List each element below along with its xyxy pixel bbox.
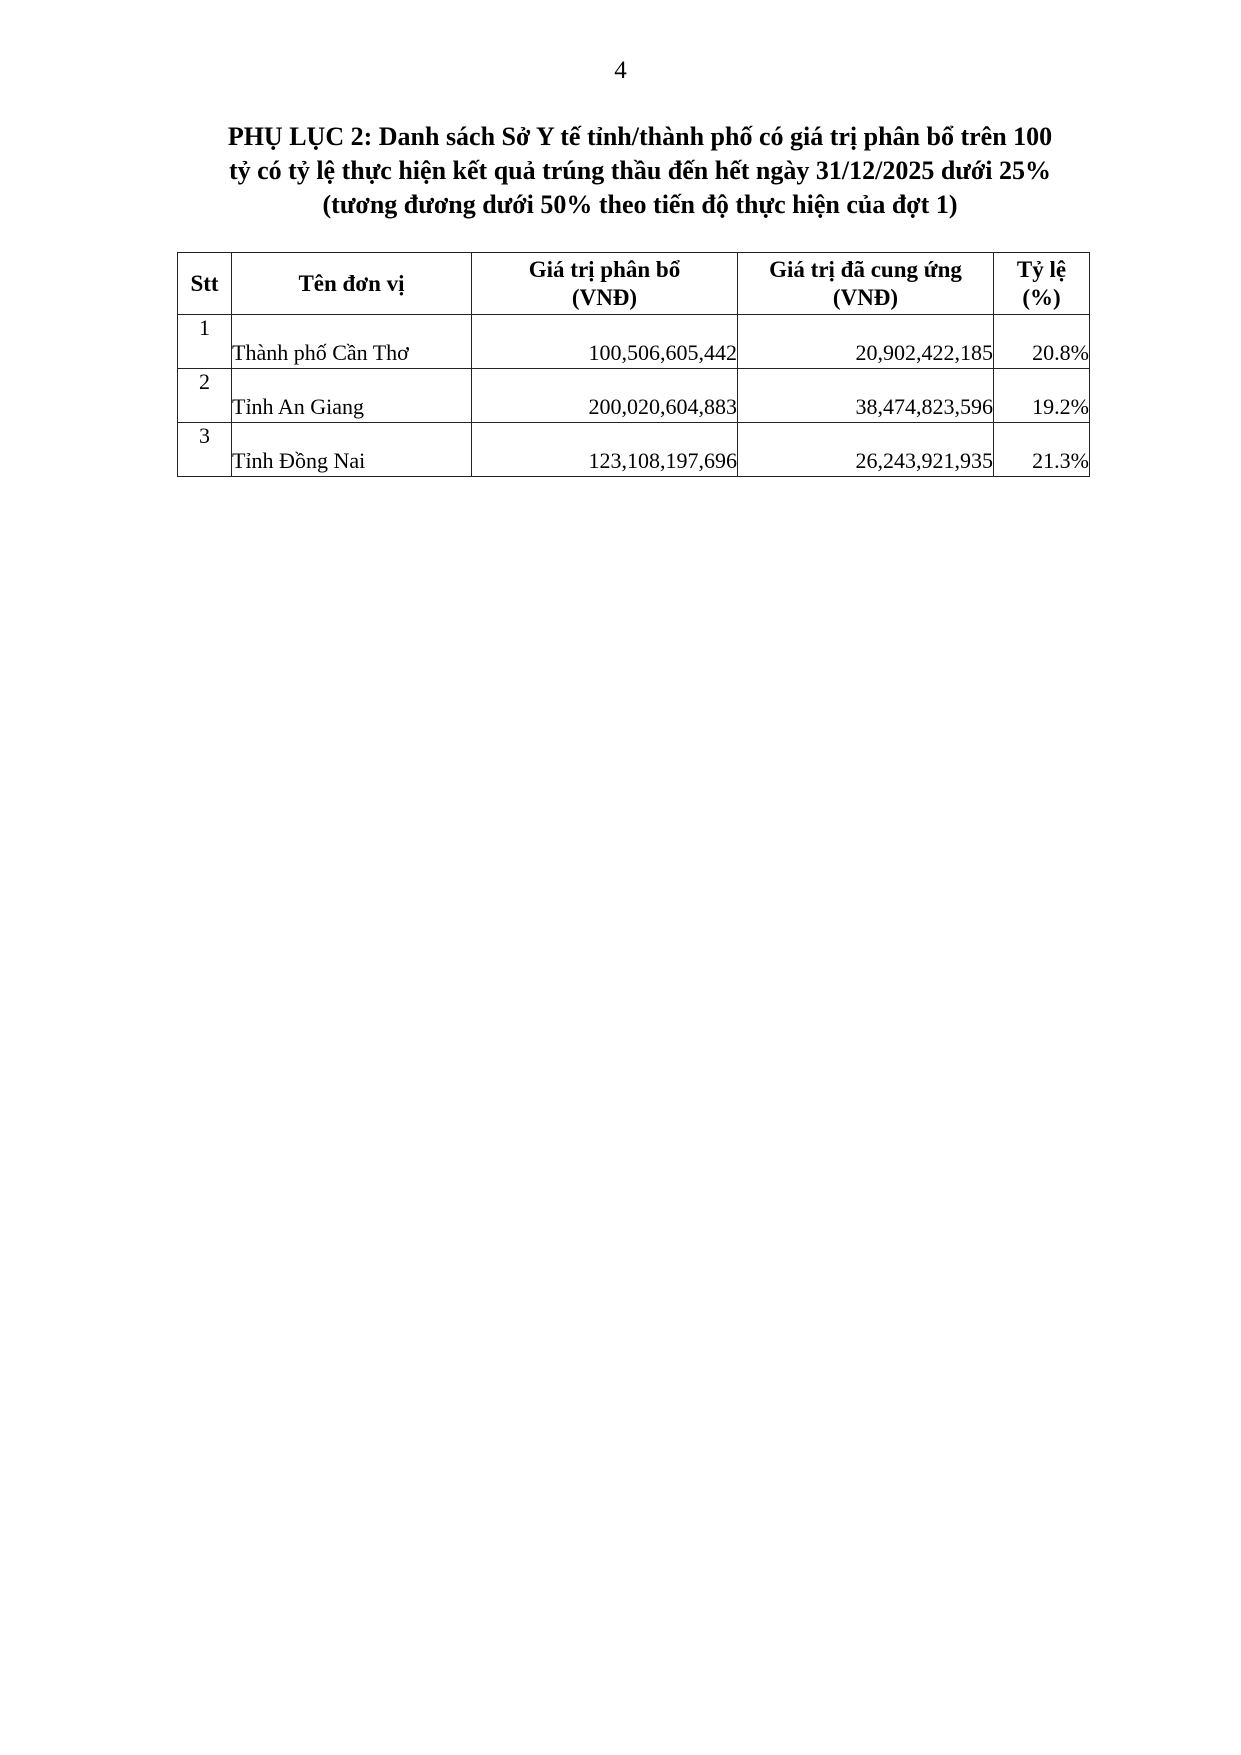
table-row bbox=[178, 369, 1090, 423]
cell-stt: 3 bbox=[178, 423, 232, 477]
cell-allocated: 200,020,604,883 bbox=[472, 369, 738, 423]
cell-unit-name: Tỉnh Đồng Nai bbox=[232, 423, 472, 477]
header-supplied-value: Giá trị đã cung ứng (VNĐ) bbox=[738, 253, 994, 315]
cell-unit-name: Tỉnh An Giang bbox=[232, 369, 472, 423]
table-row bbox=[178, 315, 1090, 369]
title-line-2: tỷ có tỷ lệ thực hiện kết quả trúng thầu đến hết ngày 31/12/2025 dưới 25% bbox=[228, 156, 1052, 185]
header-unit-name: Tên đơn vị bbox=[232, 253, 472, 315]
title-line-1: PHỤ LỤC 2: Danh sách Sở Y tế tỉnh/thành phố có giá trị phân bổ trên 100 bbox=[227, 122, 1053, 151]
page-number: 4 bbox=[614, 57, 627, 84]
header-stt: Stt bbox=[178, 253, 232, 315]
allocation-table bbox=[177, 252, 1090, 477]
cell-unit-name: Thành phố Cần Thơ bbox=[232, 315, 472, 369]
cell-supplied: 20,902,422,185 bbox=[738, 315, 994, 369]
table-header-row bbox=[178, 253, 1090, 315]
table-row bbox=[178, 423, 1090, 477]
title-line-3: (tương đương dưới 50% theo tiến độ thực hiện của đợt 1) bbox=[322, 190, 958, 219]
cell-stt: 1 bbox=[178, 315, 232, 369]
cell-supplied: 26,243,921,935 bbox=[738, 423, 994, 477]
header-rate: Tỷ lệ (%) bbox=[994, 253, 1090, 315]
cell-stt: 2 bbox=[178, 369, 232, 423]
appendix-title bbox=[160, 120, 1120, 222]
cell-rate: 21.3% bbox=[994, 423, 1090, 477]
cell-allocated: 123,108,197,696 bbox=[472, 423, 738, 477]
cell-rate: 20.8% bbox=[994, 315, 1090, 369]
cell-rate: 19.2% bbox=[994, 369, 1090, 423]
cell-allocated: 100,506,605,442 bbox=[472, 315, 738, 369]
cell-supplied: 38,474,823,596 bbox=[738, 369, 994, 423]
header-allocated-value: Giá trị phân bổ (VNĐ) bbox=[472, 253, 738, 315]
